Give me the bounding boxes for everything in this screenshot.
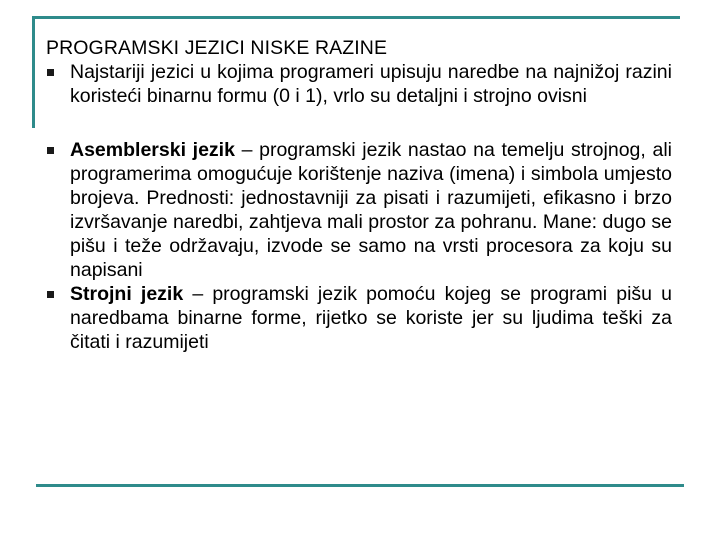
bullet-term-2: Asemblerski jezik	[70, 139, 235, 161]
bullet-item-2	[46, 138, 672, 282]
square-bullet-icon	[47, 147, 54, 154]
bullet-text-2: – programski jezik nastao na temelju strojnog, ali programerima omogućuje korištenje naziva (imena) i simbola umjesto brojeva. Prednosti: jednostavniji za pisati i razumijeti, efikasno i brzo izvršavanje naredbi, zahtjeva mali prostor za pohranu. Mane: dugo se pišu i teže održavaju, izvode se samo na vrsti procesora za koju su napisani	[70, 139, 672, 281]
bullet-text-1: Najstariji jezici u kojima programeri upisuju naredbe na najnižoj razini koristeći binarnu formu (0 i 1), vrlo su detaljni i strojno ovisni	[70, 61, 672, 107]
slide-content	[46, 36, 672, 354]
frame-bottom-line	[36, 484, 684, 487]
frame-left-line	[32, 16, 35, 128]
bullet-term-3: Strojni jezik	[70, 283, 184, 305]
bullet-text-3: – programski jezik pomoću kojeg se programi pišu u naredbama binarne forme, rijetko se koriste jer su ljudima teški za čitati i razumijeti	[70, 283, 672, 353]
square-bullet-icon	[47, 69, 54, 76]
bullet-item-3	[46, 282, 672, 354]
slide-title: PROGRAMSKI JEZICI NISKE RAZINE	[46, 37, 388, 59]
square-bullet-icon	[47, 291, 54, 298]
bullet-item-1	[46, 60, 672, 108]
frame-top-line	[32, 16, 680, 19]
